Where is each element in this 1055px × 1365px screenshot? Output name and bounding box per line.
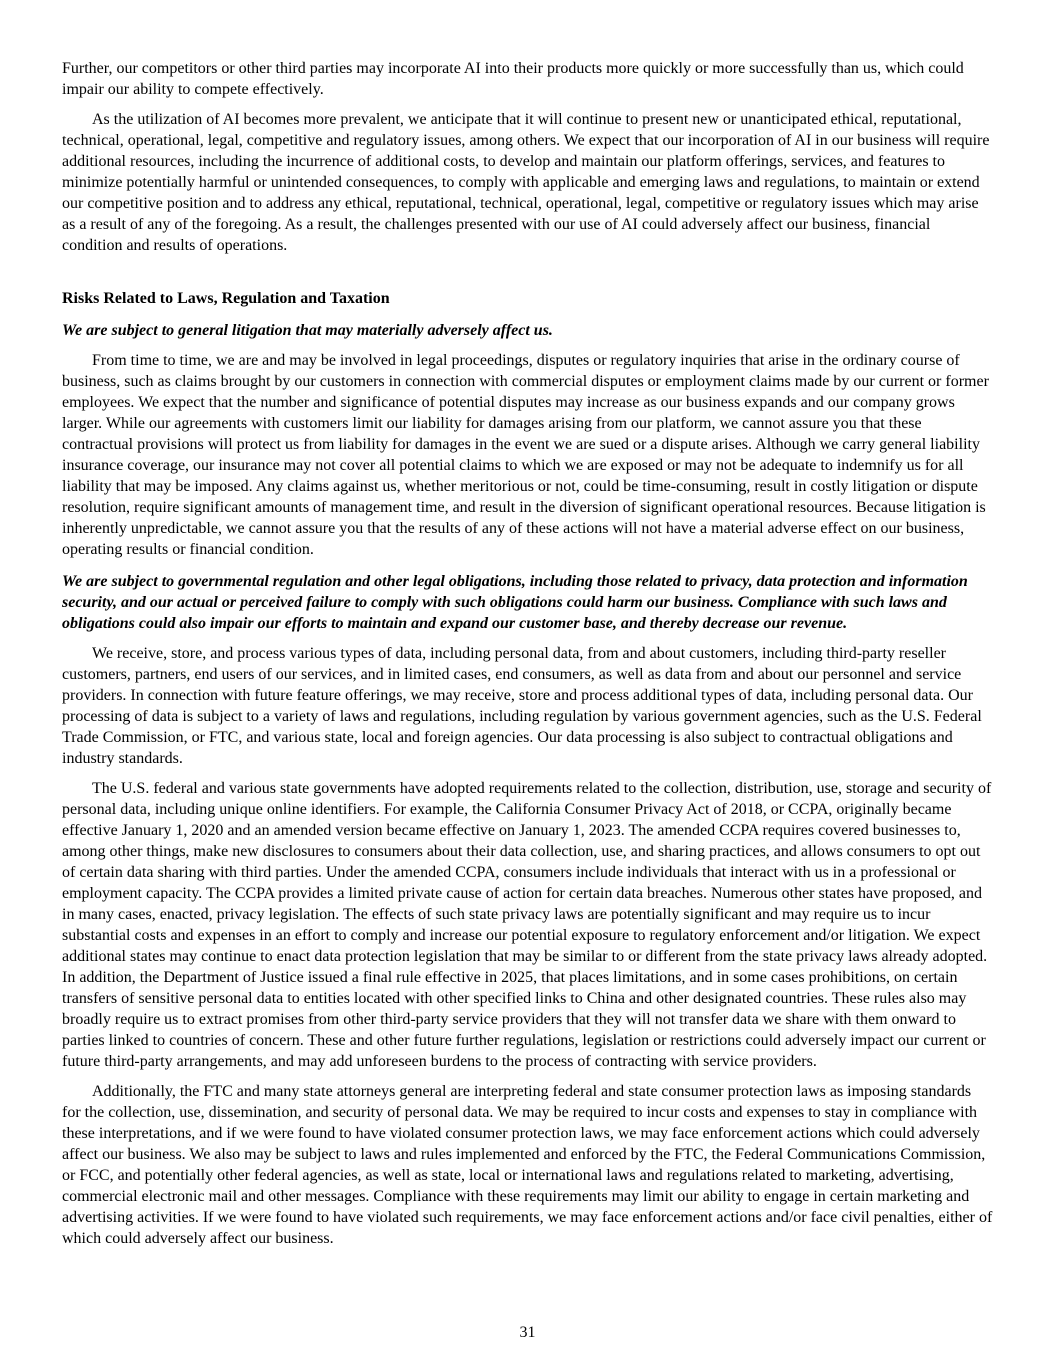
- risk-heading-governmental-regulation: We are subject to governmental regulation and other legal obligations, including those related to privacy, data protection and information security, and our actual or perceived failure to comply with such obligations could harm our business. Compliance with such laws and obligations could also impair our efforts to maintain and expand our customer base, and thereby decrease our revenue.: [62, 573, 968, 632]
- page-number: 31: [519, 1324, 536, 1341]
- paragraph-privacy-laws-ccpa: The U.S. federal and various state governments have adopted requirements related to the collection, distribution, use, storage and security of personal data, including unique online identifiers. For example, the California Consumer Privacy Act of 2018, or CCPA, originally became effective January 1, 2020 and an amended version became effective on January 1, 2023. The amended CCPA requires covered businesses to, among other things, make new disclosures to consumers about their data collection, use, and sharing practices, and allows consumers to opt out of certain data sharing with third parties. Under the amended CCPA, consumers include individuals that interact with us in a professional or employment capacity. The CCPA provides a limited private cause of action for certain data breaches. Numerous other states have proposed, and in many cases, enacted, privacy legislation. The effects of such state privacy laws are potentially significant and may require us to incur substantial costs and expenses in an effort to comply and increase our potential exposure to regulatory enforcement and/or litigation. We expect additional states may continue to enact data protection legislation that may be similar to or different from the state privacy laws already adopted. In addition, the Department of Justice issued a final rule effective in 2025, that places limitations, and in some cases prohibitions, on certain transfers of sensitive personal data to entities located with other specified links to China and other designated countries. These rules also may broadly require us to extract promises from other third-party service providers that they will not transfer data we share with them onward to parties linked to countries of concern. These and other future further regulations, legislation or restrictions could adversely impact our current or future third-party arrangements, and may add unforeseen burdens to the process of contracting with service providers.: [62, 780, 992, 1070]
- page-footer: [0, 1322, 1055, 1343]
- paragraph-ftc-consumer-protection: Additionally, the FTC and many state attorneys general are interpreting federal and state consumer protection laws as imposing standards for the collection, use, dissemination, and security of personal data. We may be required to incur costs and expenses to stay in compliance with these interpretations, and if we were found to have violated consumer protection laws, we may face enforcement actions which could adversely affect our business. We also may be subject to laws and rules implemented and enforced by the FTC, the Federal Communications Commission, or FCC, and potentially other federal agencies, as well as state, local or international laws and regulations related to marketing, advertising, commercial electronic mail and other messages. Compliance with these requirements may limit our ability to engage in certain marketing and advertising activities. If we were found to have violated such requirements, we may face enforcement actions and/or face civil penalties, either of which could adversely affect our business.: [62, 1083, 993, 1247]
- paragraph-legal-proceedings: From time to time, we are and may be involved in legal proceedings, disputes or regulatory inquiries that arise in the ordinary course of business, such as claims brought by our customers in connection with commercial disputes or employment claims made by our current or former employees. We expect that the number and significance of potential disputes may increase as our business expands and our company grows larger. While our agreements with customers limit our liability for damages arising from our platform, we cannot assure you that these contractual provisions will protect us from liability for damages in the event we are sued or a dispute arises. Although we carry general liability insurance coverage, our insurance may not cover all potential claims to which we are exposed or may not be adequate to indemnify us for all liability that may be imposed. Any claims against us, whether meritorious or not, could be time-consuming, result in costly litigation or dispute resolution, require significant amounts of management time, and result in the diversion of significant operational resources. Because litigation is inherently unpredictable, we cannot assure you that the results of any of these actions will not have a material adverse effect on our business, operating results or financial condition.: [62, 352, 989, 558]
- paragraph-data-processing: We receive, store, and process various types of data, including personal data, from and about customers, including third-party reseller customers, partners, end users of our services, and in limited cases, end consumers, as well as data from and about our personnel and service providers. In connection with future feature offerings, we may receive, store and process additional types of data, including personal data. Our processing of data is subject to a variety of laws and regulations, including regulation by various government agencies, such as the U.S. Federal Trade Commission, or FTC, and various state, local and foreign agencies. Our data processing is also subject to contractual obligations and industry standards.: [62, 645, 982, 767]
- document-body: [62, 58, 993, 1249]
- paragraph-ai-utilization: As the utilization of AI becomes more prevalent, we anticipate that it will continue to present new or unanticipated ethical, reputational, technical, operational, legal, competitive and regulatory issues, among others. We expect that our incorporation of AI in our business will require additional resources, including the incurrence of additional costs, to develop and maintain our platform offerings, services, and features to minimize potentially harmful or unintended consequences, to comply with applicable and emerging laws and regulations, to maintain or extend our competitive position and to address any ethical, reputational, technical, operational, legal, competitive or regulatory issues which may arise as a result of any of the foregoing. As a result, the challenges presented with our use of AI could adversely affect our business, financial condition and results of operations.: [62, 111, 990, 254]
- risk-heading-general-litigation: We are subject to general litigation that may materially adversely affect us.: [62, 322, 553, 339]
- paragraph-ai-competitors-continuation: Further, our competitors or other third parties may incorporate AI into their products more quickly or more successfully than us, which could impair our ability to compete effectively.: [62, 60, 964, 98]
- section-heading-risks-laws-regulation-taxation: Risks Related to Laws, Regulation and Taxation: [62, 290, 390, 307]
